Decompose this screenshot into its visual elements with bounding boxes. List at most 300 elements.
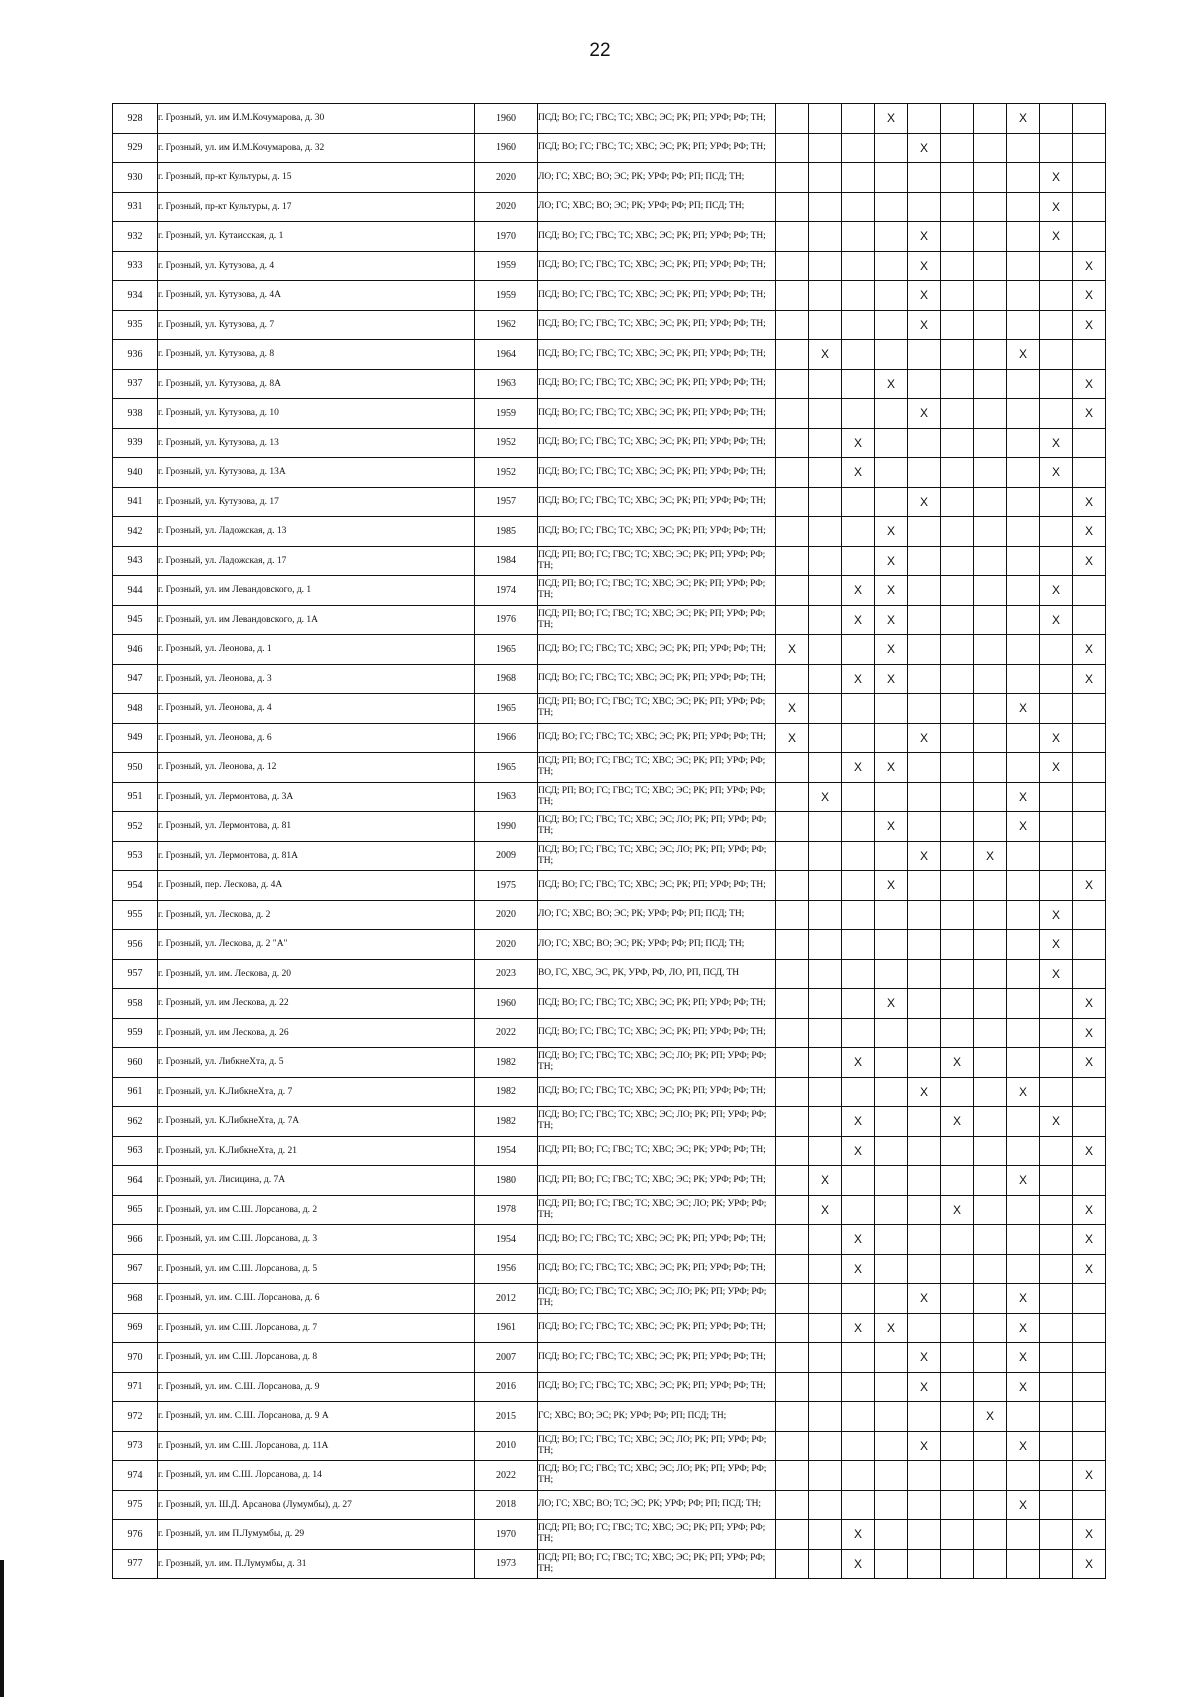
period-mark-cell [1040,812,1073,842]
period-mark-cell: X [875,989,908,1019]
address-cell: г. Грозный, ул. Лескова, д. 2 "А" [158,930,475,960]
period-mark-cell [776,989,809,1019]
period-mark-cell: X [908,723,941,753]
table-row [113,635,1106,665]
period-mark-cell [908,959,941,989]
period-mark-cell [875,428,908,458]
period-mark-cell: X [842,753,875,783]
year-cell: 1954 [475,1136,538,1166]
period-mark-cell [1073,959,1106,989]
period-mark-cell [941,900,974,930]
period-mark-cell [1007,576,1040,606]
year-cell: 1962 [475,310,538,340]
period-mark-cell: X [1073,871,1106,901]
works-list-cell: ПСД; ВО; ГС; ГВС; ТС; ХВС; ЭС; РК; РП; УРФ; РФ; ТН; [538,1343,776,1373]
year-cell: 2020 [475,192,538,222]
row-number: 977 [113,1549,158,1579]
period-mark-cell [842,782,875,812]
period-mark-cell: X [1073,1195,1106,1225]
period-mark-cell [1040,369,1073,399]
period-mark-cell [1007,871,1040,901]
address-cell: г. Грозный, ул. им С.Ш. Лорсанова, д. 11А [158,1431,475,1461]
period-mark-cell: X [875,546,908,576]
period-mark-cell [974,281,1007,311]
period-mark-cell [908,192,941,222]
period-mark-cell [1073,1166,1106,1196]
period-mark-cell [908,1461,941,1491]
period-mark-cell [1073,222,1106,252]
table-row [113,841,1106,871]
address-cell: г. Грозный, ул. Ладожская, д. 13 [158,517,475,547]
period-mark-cell [1040,841,1073,871]
period-mark-cell: X [809,782,842,812]
period-mark-cell [1007,281,1040,311]
period-mark-cell [776,546,809,576]
works-list-cell: ПСД; ВО; ГС; ГВС; ТС; ХВС; ЭС; РК; РП; УРФ; РФ; ТН; [538,310,776,340]
period-mark-cell [809,723,842,753]
period-mark-cell [842,1077,875,1107]
period-mark-cell [809,1107,842,1137]
address-cell: г. Грозный, ул. К.ЛибкнеХта, д. 7А [158,1107,475,1137]
row-number: 930 [113,163,158,193]
period-mark-cell [875,251,908,281]
row-number: 970 [113,1343,158,1373]
period-mark-cell [1073,753,1106,783]
period-mark-cell [974,104,1007,134]
period-mark-cell [776,133,809,163]
row-number: 965 [113,1195,158,1225]
address-cell: г. Грозный, ул. Лермонтова, д. 3А [158,782,475,812]
period-mark-cell [842,841,875,871]
period-mark-cell [809,428,842,458]
table-row [113,1402,1106,1432]
row-number: 946 [113,635,158,665]
period-mark-cell: X [908,841,941,871]
period-mark-cell: X [1007,782,1040,812]
works-list-cell: ПСД; ВО; ГС; ГВС; ТС; ХВС; ЭС; ЛО; РК; РП; УРФ; РФ; ТН; [538,841,776,871]
row-number: 951 [113,782,158,812]
period-mark-cell [974,340,1007,370]
period-mark-cell [875,1343,908,1373]
period-mark-cell [1073,930,1106,960]
period-mark-cell: X [908,1431,941,1461]
period-mark-cell: X [1073,487,1106,517]
row-number: 939 [113,428,158,458]
period-mark-cell [809,1431,842,1461]
period-mark-cell [776,369,809,399]
works-list-cell: ПСД; ВО; ГС; ГВС; ТС; ХВС; ЭС; РК; РП; УРФ; РФ; ТН; [538,723,776,753]
period-mark-cell: X [842,1549,875,1579]
period-mark-cell [776,399,809,429]
period-mark-cell [875,1077,908,1107]
period-mark-cell [908,930,941,960]
period-mark-cell [809,1018,842,1048]
period-mark-cell [1073,1077,1106,1107]
period-mark-cell: X [1040,576,1073,606]
table-row [113,1018,1106,1048]
works-list-cell: ПСД; РП; ВО; ГС; ГВС; ТС; ХВС; ЭС; РК; РП; УРФ; РФ; ТН; [538,546,776,576]
address-cell: г. Грозный, ул. им И.М.Кочумарова, д. 30 [158,104,475,134]
row-number: 936 [113,340,158,370]
period-mark-cell [1073,1284,1106,1314]
period-mark-cell [1007,605,1040,635]
works-list-cell: ПСД; ВО; ГС; ГВС; ТС; ХВС; ЭС; РК; РП; УРФ; РФ; ТН; [538,251,776,281]
row-number: 931 [113,192,158,222]
period-mark-cell [776,1166,809,1196]
period-mark-cell [1007,900,1040,930]
period-mark-cell [908,989,941,1019]
period-mark-cell: X [908,399,941,429]
address-cell: г. Грозный, ул. Кутузова, д. 13 [158,428,475,458]
period-mark-cell [776,1549,809,1579]
period-mark-cell [776,664,809,694]
period-mark-cell [974,1549,1007,1579]
period-mark-cell [908,369,941,399]
period-mark-cell: X [1073,1225,1106,1255]
period-mark-cell [974,664,1007,694]
period-mark-cell [776,222,809,252]
address-cell: г. Грозный, ул. Лисицина, д. 7А [158,1166,475,1196]
year-cell: 1973 [475,1549,538,1579]
period-mark-cell [776,1343,809,1373]
period-mark-cell [842,871,875,901]
works-list-cell: ПСД; ВО; ГС; ГВС; ТС; ХВС; ЭС; РК; РП; УРФ; РФ; ТН; [538,517,776,547]
works-list-cell: ПСД; ВО; ГС; ГВС; ТС; ХВС; ЭС; ЛО; РК; РП; УРФ; РФ; ТН; [538,1048,776,1078]
period-mark-cell [776,251,809,281]
period-mark-cell: X [875,104,908,134]
address-cell: г. Грозный, ул. Кутузова, д. 10 [158,399,475,429]
period-mark-cell [842,310,875,340]
year-cell: 1984 [475,546,538,576]
year-cell: 1952 [475,428,538,458]
period-mark-cell: X [1073,251,1106,281]
year-cell: 1970 [475,1520,538,1550]
period-mark-cell [776,959,809,989]
period-mark-cell [974,487,1007,517]
address-cell: г. Грозный, ул. К.ЛибкнеХта, д. 21 [158,1136,475,1166]
period-mark-cell [1073,133,1106,163]
period-mark-cell [842,723,875,753]
period-mark-cell [941,222,974,252]
table-row [113,1077,1106,1107]
period-mark-cell [1007,1018,1040,1048]
works-list-cell: ЛО; ГС; ХВС; ВО; ЭС; РК; УРФ; РФ; РП; ПСД; ТН; [538,163,776,193]
period-mark-cell [809,664,842,694]
row-number: 942 [113,517,158,547]
period-mark-cell [1073,812,1106,842]
row-number: 958 [113,989,158,1019]
period-mark-cell [974,1313,1007,1343]
year-cell: 2018 [475,1490,538,1520]
period-mark-cell [875,310,908,340]
table-row [113,1461,1106,1491]
period-mark-cell [809,1461,842,1491]
period-mark-cell [1073,1431,1106,1461]
works-list-cell: ПСД; ВО; ГС; ГВС; ТС; ХВС; ЭС; РК; РП; УРФ; РФ; ТН; [538,989,776,1019]
year-cell: 2012 [475,1284,538,1314]
row-number: 973 [113,1431,158,1461]
table-row [113,723,1106,753]
period-mark-cell [1007,1520,1040,1550]
period-mark-cell [875,1048,908,1078]
period-mark-cell: X [875,871,908,901]
period-mark-cell [809,1313,842,1343]
period-mark-cell [974,605,1007,635]
period-mark-cell: X [941,1048,974,1078]
works-list-cell: ПСД; ВО; ГС; ГВС; ТС; ХВС; ЭС; РК; РП; УРФ; РФ; ТН; [538,871,776,901]
period-mark-cell: X [908,251,941,281]
period-mark-cell [842,133,875,163]
works-list-cell: ПСД; ВО; ГС; ГВС; ТС; ХВС; ЭС; ЛО; РК; РП; УРФ; РФ; ТН; [538,1107,776,1137]
works-list-cell: ПСД; ВО; ГС; ГВС; ТС; ХВС; ЭС; РК; РП; УРФ; РФ; ТН; [538,399,776,429]
works-list-cell: ПСД; РП; ВО; ГС; ГВС; ТС; ХВС; ЭС; РК; РП; УРФ; РФ; ТН; [538,753,776,783]
period-mark-cell: X [842,1048,875,1078]
period-mark-cell [1073,782,1106,812]
period-mark-cell [809,1372,842,1402]
table-row [113,1313,1106,1343]
works-list-cell: ПСД; РП; ВО; ГС; ГВС; ТС; ХВС; ЭС; ЛО; РК; УРФ; РФ; ТН; [538,1195,776,1225]
period-mark-cell [809,133,842,163]
address-cell: г. Грозный, ул. им С.Ш. Лорсанова, д. 8 [158,1343,475,1373]
period-mark-cell [1007,1107,1040,1137]
period-mark-cell: X [1007,1077,1040,1107]
row-number: 961 [113,1077,158,1107]
period-mark-cell [875,458,908,488]
period-mark-cell [1073,576,1106,606]
period-mark-cell [1040,487,1073,517]
period-mark-cell [1040,664,1073,694]
address-cell: г. Грозный, пр-кт Культуры, д. 15 [158,163,475,193]
period-mark-cell [908,605,941,635]
period-mark-cell: X [875,753,908,783]
period-mark-cell [776,782,809,812]
year-cell: 1968 [475,664,538,694]
table-row [113,546,1106,576]
period-mark-cell [1040,546,1073,576]
period-mark-cell [875,1018,908,1048]
period-mark-cell [809,576,842,606]
works-list-cell: ПСД; ВО; ГС; ГВС; ТС; ХВС; ЭС; РК; РП; УРФ; РФ; ТН; [538,428,776,458]
table-row [113,930,1106,960]
period-mark-cell [941,782,974,812]
period-mark-cell [941,930,974,960]
address-cell: г. Грозный, ул. им Левандовского, д. 1А [158,605,475,635]
works-list-cell: ГС; ХВС; ВО; ЭС; РК; УРФ; РФ; РП; ПСД; ТН; [538,1402,776,1432]
row-number: 959 [113,1018,158,1048]
address-cell: г. Грозный, ул. им. Лескова, д. 20 [158,959,475,989]
year-cell: 1980 [475,1166,538,1196]
period-mark-cell [776,900,809,930]
period-mark-cell [974,694,1007,724]
table-row [113,1048,1106,1078]
period-mark-cell [875,1225,908,1255]
period-mark-cell: X [1073,989,1106,1019]
address-cell: г. Грозный, ул. им С.Ш. Лорсанова, д. 2 [158,1195,475,1225]
period-mark-cell: X [1040,163,1073,193]
works-list-cell: ПСД; ВО; ГС; ГВС; ТС; ХВС; ЭС; РК; РП; УРФ; РФ; ТН; [538,369,776,399]
period-mark-cell [875,900,908,930]
period-mark-cell [908,428,941,458]
period-mark-cell: X [842,458,875,488]
works-list-cell: ПСД; РП; ВО; ГС; ГВС; ТС; ХВС; ЭС; РК; РП; УРФ; РФ; ТН; [538,694,776,724]
table-row [113,487,1106,517]
period-mark-cell [809,989,842,1019]
period-mark-cell [941,1402,974,1432]
period-mark-cell: X [875,635,908,665]
table-body [113,104,1106,1579]
period-mark-cell: X [1040,428,1073,458]
period-mark-cell [1040,1343,1073,1373]
period-mark-cell [974,871,1007,901]
period-mark-cell [941,281,974,311]
period-mark-cell [875,930,908,960]
row-number: 940 [113,458,158,488]
period-mark-cell [809,871,842,901]
year-cell: 1964 [475,340,538,370]
address-cell: г. Грозный, ул. ЛибкнеХта, д. 5 [158,1048,475,1078]
period-mark-cell [1007,1254,1040,1284]
period-mark-cell [974,369,1007,399]
table-row [113,1107,1106,1137]
period-mark-cell [974,635,1007,665]
period-mark-cell [1007,841,1040,871]
table-row [113,458,1106,488]
period-mark-cell [1007,1048,1040,1078]
address-cell: г. Грозный, ул. им С.Ш. Лорсанова, д. 3 [158,1225,475,1255]
period-mark-cell: X [1073,369,1106,399]
address-cell: г. Грозный, пр-кт Культуры, д. 17 [158,192,475,222]
table-row [113,1431,1106,1461]
period-mark-cell [941,458,974,488]
table-row [113,222,1106,252]
period-mark-cell: X [1073,664,1106,694]
period-mark-cell [875,192,908,222]
year-cell: 1959 [475,281,538,311]
table-row [113,1225,1106,1255]
period-mark-cell [776,310,809,340]
period-mark-cell [875,1107,908,1137]
period-mark-cell [941,133,974,163]
period-mark-cell [809,959,842,989]
period-mark-cell [941,1549,974,1579]
period-mark-cell [809,753,842,783]
period-mark-cell [1007,487,1040,517]
period-mark-cell [974,1520,1007,1550]
period-mark-cell [974,310,1007,340]
row-number: 954 [113,871,158,901]
period-mark-cell [776,1077,809,1107]
period-mark-cell: X [908,1372,941,1402]
address-cell: г. Грозный, ул. им Лескова, д. 26 [158,1018,475,1048]
year-cell: 2007 [475,1343,538,1373]
period-mark-cell: X [1040,458,1073,488]
table-row [113,900,1106,930]
period-mark-cell [875,723,908,753]
period-mark-cell [809,1254,842,1284]
row-number: 962 [113,1107,158,1137]
period-mark-cell: X [875,812,908,842]
period-mark-cell [941,605,974,635]
period-mark-cell [974,1254,1007,1284]
period-mark-cell [974,1107,1007,1137]
period-mark-cell: X [875,1313,908,1343]
period-mark-cell: X [1073,1048,1106,1078]
year-cell: 1990 [475,812,538,842]
period-mark-cell [1040,871,1073,901]
address-cell: г. Грозный, ул. Лермонтова, д. 81А [158,841,475,871]
period-mark-cell [1073,458,1106,488]
works-list-cell: ПСД; ВО; ГС; ГВС; ТС; ХВС; ЭС; РК; РП; УРФ; РФ; ТН; [538,133,776,163]
address-cell: г. Грозный, ул. им. П.Лумумбы, д. 31 [158,1549,475,1579]
period-mark-cell: X [1040,1107,1073,1137]
period-mark-cell [1073,1107,1106,1137]
year-cell: 1982 [475,1077,538,1107]
period-mark-cell [776,605,809,635]
year-cell: 1959 [475,251,538,281]
works-list-cell: ПСД; ВО; ГС; ГВС; ТС; ХВС; ЭС; РК; РП; УРФ; РФ; ТН; [538,340,776,370]
period-mark-cell [809,369,842,399]
period-mark-cell [1040,281,1073,311]
year-cell: 2016 [475,1372,538,1402]
period-mark-cell [1073,1313,1106,1343]
year-cell: 2010 [475,1431,538,1461]
address-cell: г. Грозный, ул. им. С.Ш. Лорсанова, д. 6 [158,1284,475,1314]
period-mark-cell [941,812,974,842]
period-mark-cell [908,782,941,812]
period-mark-cell: X [1073,1136,1106,1166]
period-mark-cell [1007,1461,1040,1491]
period-mark-cell [1040,1431,1073,1461]
year-cell: 1970 [475,222,538,252]
period-mark-cell [974,1195,1007,1225]
period-mark-cell [1073,1490,1106,1520]
period-mark-cell [809,251,842,281]
address-cell: г. Грозный, ул. Кутузова, д. 17 [158,487,475,517]
period-mark-cell: X [776,723,809,753]
period-mark-cell: X [1007,1166,1040,1196]
period-mark-cell [809,281,842,311]
table-row [113,576,1106,606]
period-mark-cell [1040,1549,1073,1579]
period-mark-cell [974,753,1007,783]
works-list-cell: ПСД; ВО; ГС; ГВС; ТС; ХВС; ЭС; ЛО; РК; РП; УРФ; РФ; ТН; [538,1284,776,1314]
period-mark-cell: X [908,1284,941,1314]
period-mark-cell [1007,1195,1040,1225]
period-mark-cell: X [908,487,941,517]
row-number: 943 [113,546,158,576]
year-cell: 1960 [475,989,538,1019]
works-list-cell: ПСД; РП; ВО; ГС; ГВС; ТС; ХВС; ЭС; РК; УРФ; РФ; ТН; [538,1166,776,1196]
period-mark-cell [908,1166,941,1196]
year-cell: 2023 [475,959,538,989]
period-mark-cell [1007,458,1040,488]
period-mark-cell [1073,723,1106,753]
period-mark-cell [776,576,809,606]
year-cell: 1965 [475,753,538,783]
address-cell: г. Грозный, ул. Леонова, д. 4 [158,694,475,724]
period-mark-cell [941,1077,974,1107]
period-mark-cell: X [1007,1431,1040,1461]
table-row [113,812,1106,842]
year-cell: 1963 [475,369,538,399]
period-mark-cell [875,1461,908,1491]
period-mark-cell: X [1007,1490,1040,1520]
table-row [113,428,1106,458]
address-cell: г. Грозный, ул. им Лескова, д. 22 [158,989,475,1019]
address-cell: г. Грозный, ул. им. С.Ш. Лорсанова, д. 9 А [158,1402,475,1432]
period-mark-cell [809,310,842,340]
table-row [113,664,1106,694]
